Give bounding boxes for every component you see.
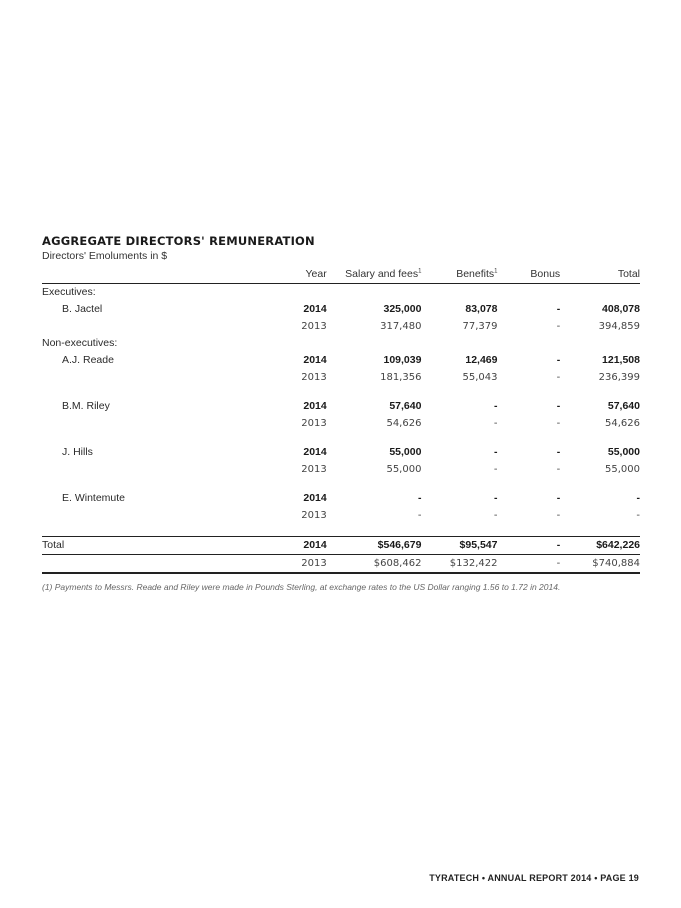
group-row-non-executives (42, 335, 640, 352)
year-cell: 2013 (301, 464, 327, 475)
table-row (42, 398, 640, 415)
bonus-cell: - (497, 537, 560, 555)
director-name: A.J. Reade (62, 354, 114, 366)
header-total: Total (560, 265, 640, 284)
director-name: B.M. Riley (62, 400, 110, 412)
salary-cell: $608,462 (327, 555, 422, 574)
total-cell: 54,626 (605, 418, 640, 429)
total-cell: 55,000 (605, 464, 640, 475)
total-cell: 408,078 (602, 303, 640, 315)
salary-cell: - (417, 492, 422, 504)
bonus-cell: - (556, 321, 561, 332)
year-cell: 2014 (303, 303, 327, 315)
benefits-cell: - (493, 464, 498, 475)
bonus-cell: - (556, 418, 561, 429)
total-cell: 394,859 (598, 321, 640, 332)
year-cell: 2013 (276, 555, 326, 574)
benefits-footnote-marker: 1 (494, 268, 498, 274)
year-cell: 2014 (276, 537, 326, 555)
benefits-cell: - (493, 418, 498, 429)
total-cell: 57,640 (607, 400, 640, 412)
bonus-cell: - (556, 464, 561, 475)
salary-cell: 317,480 (380, 321, 422, 332)
table-row (42, 352, 640, 369)
page-title: AGGREGATE DIRECTORS' REMUNERATION (42, 234, 315, 248)
header-salary: Salary and fees$^1$ (327, 265, 422, 284)
benefits-cell: - (493, 446, 498, 458)
header-bonus: Bonus (497, 265, 560, 284)
table-row (42, 490, 640, 507)
salary-cell: 109,039 (383, 354, 422, 366)
bonus-cell: - (556, 492, 561, 504)
year-cell: 2013 (301, 372, 327, 383)
director-name: J. Hills (62, 446, 93, 458)
table-row (42, 444, 640, 461)
total-row-2014 (42, 537, 640, 555)
benefits-cell: $95,547 (421, 537, 497, 555)
salary-cell: 57,640 (389, 400, 422, 412)
table-subtitle: Directors' Emoluments in $ (42, 250, 168, 262)
salary-cell: $546,679 (327, 537, 422, 555)
total-cell: $740,884 (560, 555, 640, 574)
total-cell: - (636, 492, 640, 504)
benefits-cell: 83,078 (465, 303, 498, 315)
total-cell: 55,000 (607, 446, 640, 458)
group-label: Non-executives: (42, 337, 118, 349)
year-cell: 2014 (303, 354, 327, 366)
year-cell: 2014 (303, 400, 327, 412)
director-name: B. Jactel (62, 303, 103, 315)
bonus-cell: - (556, 510, 561, 521)
table-header-row (42, 265, 640, 284)
bonus-cell: - (556, 446, 561, 458)
benefits-cell: 77,379 (462, 321, 498, 332)
salary-cell: 181,356 (380, 372, 422, 383)
benefits-cell: - (493, 400, 498, 412)
salary-footnote-marker: 1 (418, 268, 422, 274)
total-cell: 236,399 (598, 372, 640, 383)
bonus-cell: - (556, 372, 561, 383)
year-cell: 2013 (301, 321, 327, 332)
salary-cell: 55,000 (389, 446, 422, 458)
total-label: Total (42, 537, 276, 555)
benefits-cell: - (493, 492, 498, 504)
header-name (42, 265, 276, 284)
table-row (42, 318, 640, 335)
total-cell: $642,226 (560, 537, 640, 555)
table-row (42, 301, 640, 318)
total-cell: - (636, 510, 640, 521)
table-row (42, 415, 640, 432)
total-cell: 121,508 (602, 354, 640, 366)
header-benefits: Benefits$^1$ (421, 265, 497, 284)
table-row (42, 369, 640, 386)
salary-cell: 54,626 (386, 418, 422, 429)
total-row-2013 (42, 555, 640, 574)
salary-cell: 55,000 (386, 464, 422, 475)
header-year: Year (276, 265, 326, 284)
benefits-cell: - (493, 510, 498, 521)
benefits-cell: 55,043 (462, 372, 498, 383)
remuneration-table (42, 265, 640, 574)
salary-cell: - (417, 510, 422, 521)
bonus-cell: - (556, 303, 561, 315)
bonus-cell: - (556, 400, 561, 412)
year-cell: 2013 (301, 510, 327, 521)
group-label: Executives: (42, 286, 96, 298)
bonus-cell: - (556, 354, 561, 366)
benefits-cell: 12,469 (465, 354, 498, 366)
group-row-executives (42, 284, 640, 302)
year-cell: 2013 (301, 418, 327, 429)
footnote: (1) Payments to Messrs. Reade and Riley were made in Pounds Sterling, at exchange rates to the US Dollar ranging 1.56 to 1.72 in 2014. (42, 582, 561, 592)
year-cell: 2014 (303, 492, 327, 504)
page-footer: TYRATECH • ANNUAL REPORT 2014 • PAGE 19 (429, 873, 639, 883)
bonus-cell: - (497, 555, 560, 574)
benefits-cell: $132,422 (421, 555, 497, 574)
salary-cell: 325,000 (383, 303, 422, 315)
year-cell: 2014 (303, 446, 327, 458)
table-row (42, 461, 640, 478)
table-row (42, 507, 640, 524)
director-name: E. Wintemute (62, 492, 126, 504)
